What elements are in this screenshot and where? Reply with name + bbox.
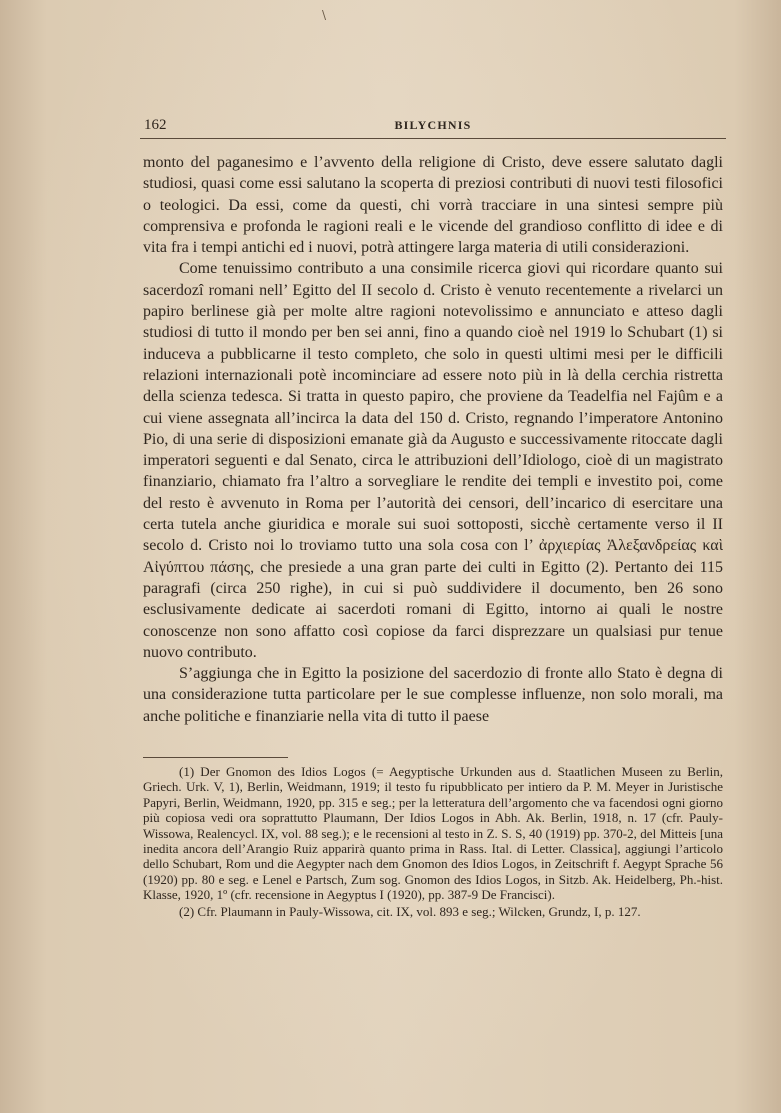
body-text bbox=[143, 152, 723, 727]
body-paragraph: monto del paganesimo e l’avvento della religione di Cristo, deve essere salutato dagli studiosi, quasi come essi salutano la scoperta di preziosi contributi di nuovi testi filosofici o teologici. Da essi, come da questi, chi vorrà tracciare in una sintesi sempre più comprensiva e profonda le ragioni reali e le vicende del grandioso conflitto di idee e di vita fra i tempi antichi ed i nuovi, potrà attingere larga materia di utili considerazioni. bbox=[143, 154, 723, 257]
page-header bbox=[140, 117, 726, 137]
footnotes bbox=[143, 764, 723, 919]
footnote: (2) Cfr. Plaumann in Pauly-Wissowa, cit. IX, vol. 893 e seg.; Wilcken, Grundz, I, p. 127. bbox=[179, 903, 641, 919]
footnote-rule bbox=[143, 757, 288, 758]
running-title: BILYCHNIS bbox=[394, 118, 472, 132]
body-paragraph: S’aggiunga che in Egitto la posizione del sacerdozio di fronte allo Stato è degna di una considerazione tutta particolare per le sue complesse influenze, non solo morali, ma anche politiche e finanziarie nella vita di tutto il paese bbox=[143, 665, 723, 725]
scan-mark: \ bbox=[322, 8, 327, 22]
page-number: 162 bbox=[144, 117, 167, 133]
header-rule bbox=[140, 138, 726, 139]
body-paragraph: Come tenuissimo contributo a una consimile ricerca giovi qui ricordare quanto sui sacerdozî romani nell’ Egitto del II secolo d. Cristo è venuto recentemente a rivelarci un papiro berlinese già per molte altre ragioni notevolissimo e annunciato e atteso dagli studiosi di tutto il mondo per ben sei anni, fino a quando cioè nel 1919 lo Schubart (1) si induceva a pubblicarne il testo completo, che solo in questi ultimi mesi per le difficili relazioni internazionali potè incominciare ad essere noto più in là della cerchia ristretta della scienza tedesca. Si tratta in questo papiro, che proviene da Teadelfia nel Fajûm e a cui viene assegnata all’incirca la data del 150 d. Cristo, regnando l’imperatore Antonino Pio, di una serie di disposizioni emanate già da Augusto e successivamente ritoccate dagli imperatori seguenti e dal Senato, circa le attribuzioni dell’Idiologo, cioè di un magistrato finanziario, chiamato fra l’altro a sorvegliare le rendite dei templi e investito poi, come del resto è avvenuto in Roma per l’autorità dei censori, dell’incarico di esercitare una certa tutela anche giuridica e morale sui suoi sottoposti, sicchè certamente verso il II secolo d. Cristo noi lo troviamo tutto una sola cosa con l’ ἀρχιερίας Ἀλεξανδρείας καὶ Αἰγύπτου πάσης, che presiede a una gran parte dei culti in Egitto (2). Pertanto dei 115 paragrafi (circa 250 righe), in cui si può suddividere il documento, ben 26 sono esclusivamente dedicate ai sacerdoti romani di Egitto, intorno ai quali le nostre conoscenze non sono affatto così copiose da farci disprezzare un qualsiasi pur tenue nuovo contributo. bbox=[143, 260, 723, 661]
footnote: (1) Der Gnomon des Idios Logos (= Aegyptische Urkunden aus d. Staatlichen Museen zu Berlin, Griech. Urk. V, 1), Berlin, Weidmann, 1919; il testo fu ripubblicato per intiero da P. M. Meyer in Juristische Papyri, Berlin, Weidmann, 1920, pp. 315 e seg.; per la letteratura dell’argomento che va facendosi ogni giorno più copiosa vedi ora soprattutto Plaumann, Der Idios Logos in Abh. Ak. Berlin, 1918, n. 17 (cfr. Pauly-Wissowa, Realencycl. IX, vol. 88 seg.); e le recensioni al testo in Z. S. S, 40 (1919) pp. 370-2, del Mitteis [una inedita ancora dell’Arangio Ruiz apparirà quanto prima in Rass. Ital. di Letter. Classica], aggiungi l’articolo dello Schubart, Rom und die Aegypter nach dem Gnomon des Idios Logos, in Zeitschrift f. Aegypt Sprache 56 (1920) pp. 80 e seg. e Lenel e Partsch, Zum sog. Gnomon des Idios Logos, in Sitzb. Ak. Heidelberg, Ph.-hist. Klasse, 1920, 1º (cfr. recensione in Aegyptus I (1920), pp. 387-9 De Francisci). bbox=[143, 764, 723, 903]
